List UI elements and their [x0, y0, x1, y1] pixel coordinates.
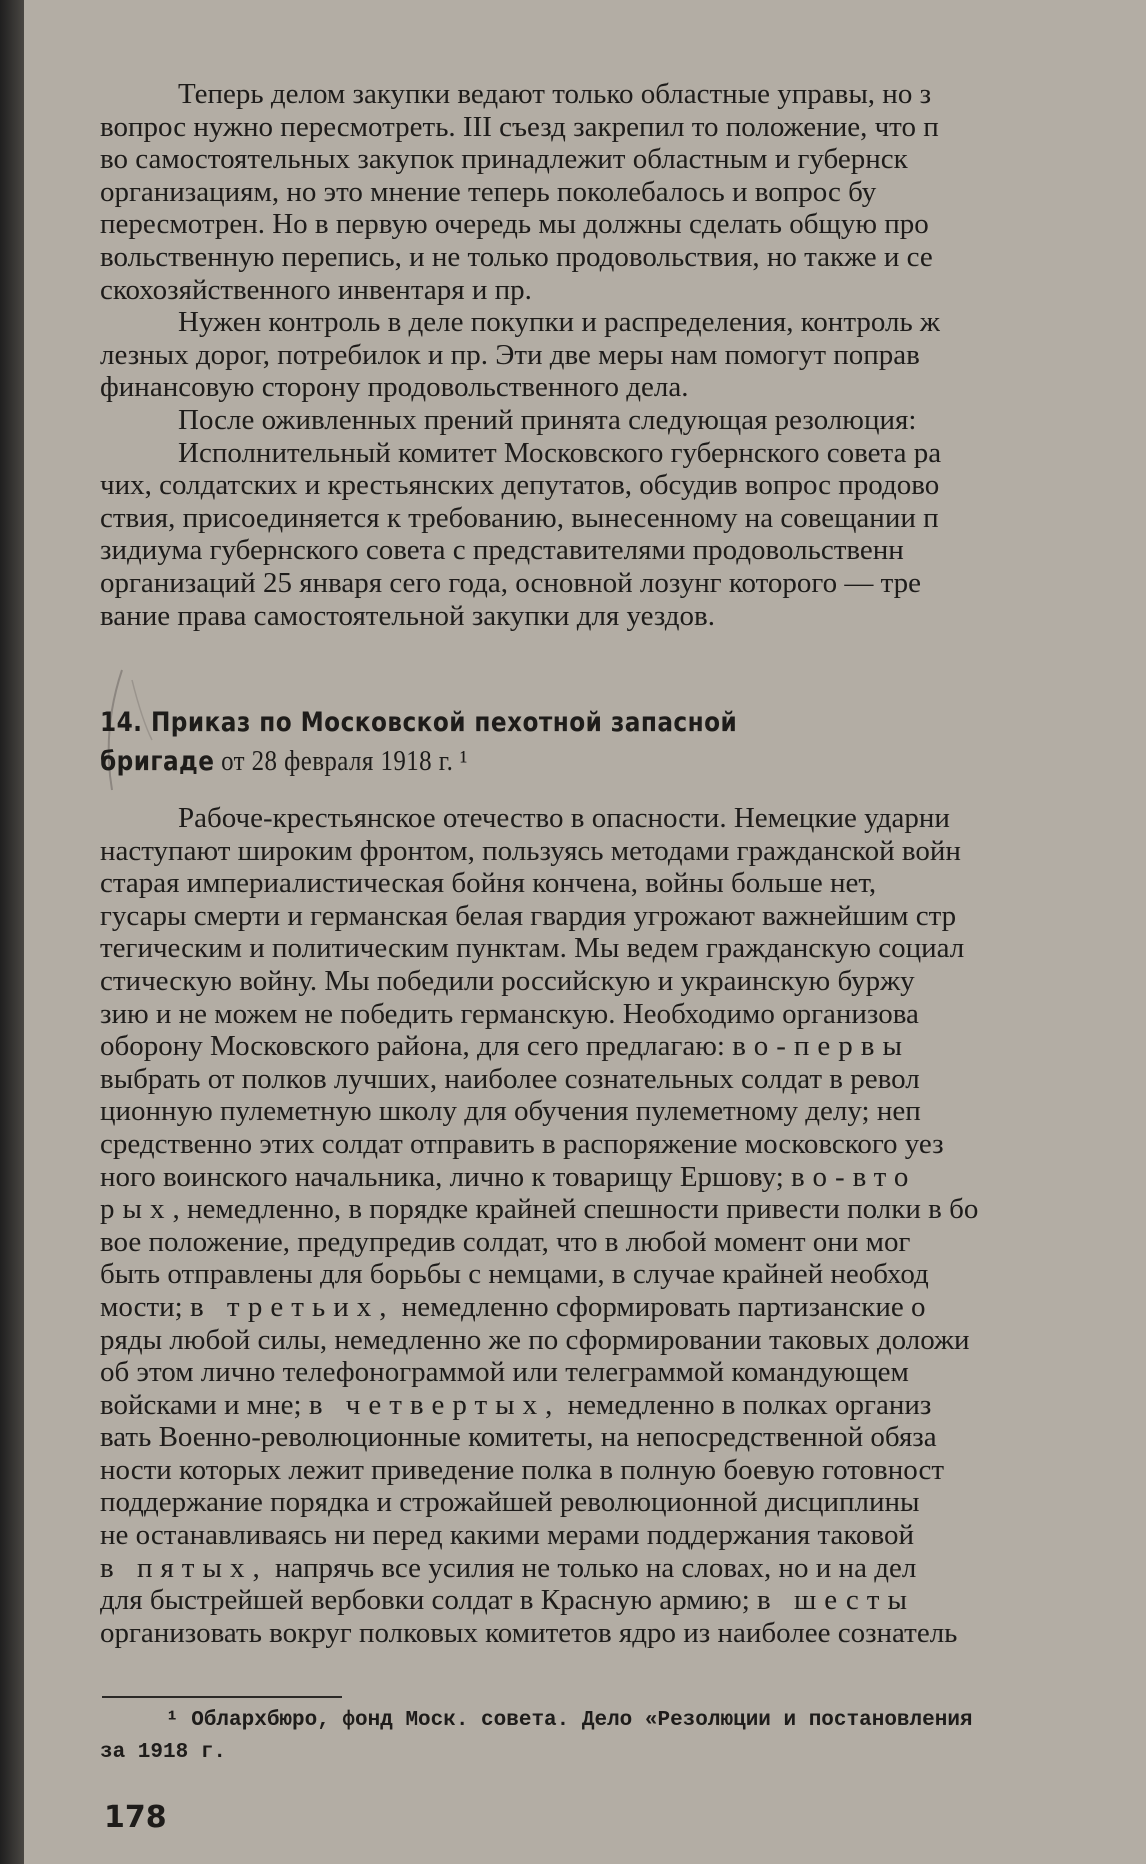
text-line: чих, солдатских и крестьянских депутатов, обсудив вопрос продово: [100, 469, 940, 502]
text-line: организовать вокруг полковых комитетов ядро из наиболее сознатель: [100, 1616, 958, 1649]
text-line: быть отправлены для борьбы с немцами, в случае крайней необход: [100, 1258, 929, 1291]
text-line: скохозяйственного инвентаря и пр.: [100, 273, 532, 306]
text-line: [100, 1389, 1140, 1422]
text-line: Исполнительный комитет Московского губернского совета ра: [178, 436, 942, 469]
spaced-word: во-вто: [791, 1160, 917, 1193]
text-line: вое положение, предупредив солдат, что в любой момент они мог: [100, 1225, 911, 1258]
text-line: тегическим и политическим пунктам. Мы ведем гражданскую социал: [100, 932, 965, 965]
footnote-divider: [102, 1696, 342, 1698]
text-line: ности которых лежит приведение полка в полную боевую готовност: [100, 1453, 945, 1486]
text-line: лезных дорог, потребилок и пр. Эти две меры нам помогут поправ: [100, 338, 920, 371]
text-line: [100, 1584, 1140, 1617]
text-line: не останавливаясь ни перед какими мерами поддержания таковой: [100, 1519, 914, 1552]
text-line: зидиума губернского совета с представителями продовольственн: [100, 534, 904, 567]
text-line: гусары смерти и германская белая гвардия угрожают важнейшим стр: [100, 899, 957, 932]
text-line: средственно этих солдат отправить в распоряжение московского уез: [100, 1127, 944, 1160]
text-line: об этом лично телефонограммой или телеграммой командующем: [100, 1356, 909, 1389]
text-line: пересмотрен. Но в первую очередь мы должны сделать общую про: [100, 208, 929, 241]
footnote-line: ¹ Облархбюро, фонд Моск. совета. Дело «Резолюции и постановления: [166, 1709, 973, 1732]
text-line: организаций 25 января сего года, основной лозунг которого — тре: [100, 566, 921, 599]
text-line: [100, 1193, 1140, 1226]
top-paragraphs: [100, 78, 1140, 632]
text-line: [100, 1552, 1140, 1585]
text-fragment: немедленно сформировать партизанские о: [401, 1290, 926, 1323]
text-line: [100, 1030, 1140, 1063]
text-line: вольственную перепись, и не только продовольствия, но также и се: [100, 240, 933, 273]
text-line: Теперь делом закупки ведают только областные управы, но з: [178, 78, 932, 110]
text-line: поддержание порядка и строжайшей революционной дисциплины: [100, 1486, 920, 1519]
heading-date: от 28 февраля 1918 г. ¹: [214, 745, 468, 777]
text-fragment: оборону Московского района, для сего предлагаю:: [100, 1030, 725, 1063]
text-line: [100, 1161, 1140, 1194]
text-fragment: мости;: [100, 1290, 183, 1323]
text-line: наступают широким фронтом, пользуясь методами гражданской войн: [100, 834, 961, 867]
heading-bold-word: бригаде: [100, 746, 215, 777]
spaced-word: в шесты: [757, 1584, 915, 1617]
text-fragment: немедленно в полках организ: [567, 1388, 932, 1421]
text-line: вопрос нужно пересмотреть. III съезд закрепил то положение, что п: [100, 110, 939, 143]
footnote: [100, 1705, 1140, 1769]
order-text: [100, 802, 1140, 1649]
text-line: вать Военно-революционные комитеты, на непосредственной обяза: [100, 1421, 937, 1454]
text-line: выбрать от полков лучших, наиболее сознательных солдат в револ: [100, 1062, 920, 1095]
text-line: старая империалистическая бойня кончена, войны больше нет,: [100, 867, 877, 900]
text-line: зию и не можем не победить германскую. Необходимо организова: [100, 997, 919, 1030]
text-line: во самостоятельных закупок принадлежит областным и губернск: [100, 143, 908, 176]
heading-line: 14. Приказ по Московской пехотной запасной: [100, 707, 738, 738]
text-fragment: для быстрейшей вербовки солдат в Красную армию;: [100, 1584, 750, 1617]
text-line: финансовую сторону продовольственного дела.: [100, 371, 689, 404]
heading-line: [100, 742, 994, 780]
text-line: ствия, присоединяется к требованию, вынесенному на совещании п: [100, 501, 939, 534]
book-spine-shadow: [0, 0, 24, 1864]
spaced-word: в третьих,: [189, 1290, 395, 1323]
text-fragment: войсками и мне;: [100, 1388, 302, 1421]
text-line: Рабоче-крестьянское отечество в опасности. Немецкие ударни: [178, 802, 950, 834]
spaced-word: рых: [100, 1193, 173, 1226]
text-line: стическую войну. Мы победили российскую и украинскую буржу: [100, 964, 915, 997]
spaced-word: во-первы: [732, 1030, 910, 1063]
section-heading: [100, 704, 1140, 780]
spaced-word: в пятых,: [100, 1551, 268, 1584]
text-line: вание права самостоятельной закупки для уездов.: [100, 599, 715, 632]
text-line: ряды любой силы, немедленно же по сформировании таковых доложи: [100, 1323, 970, 1356]
text-line: Нужен контроль в деле покупки и распределения, контроль ж: [178, 306, 940, 339]
text-line: [100, 1291, 1140, 1324]
page-number: 178: [104, 1800, 167, 1835]
text-line: После оживленных прений принята следующая резолюция:: [178, 403, 917, 436]
text-fragment: , немедленно, в порядке крайней спешности привести полки в бо: [172, 1193, 979, 1226]
text-fragment: напрячь все усилия не только на словах, но и на дел: [274, 1551, 917, 1584]
footnote-line: за 1918 г.: [100, 1741, 227, 1764]
text-line: ционную пулеметную школу для обучения пулеметному делу; неп: [100, 1095, 921, 1128]
spaced-word: в четвертых,: [308, 1388, 561, 1421]
text-fragment: ного воинского начальника, лично к товарищу Ершову;: [100, 1160, 784, 1193]
text-line: организациям, но это мнение теперь поколебалось и вопрос бу: [100, 175, 877, 208]
